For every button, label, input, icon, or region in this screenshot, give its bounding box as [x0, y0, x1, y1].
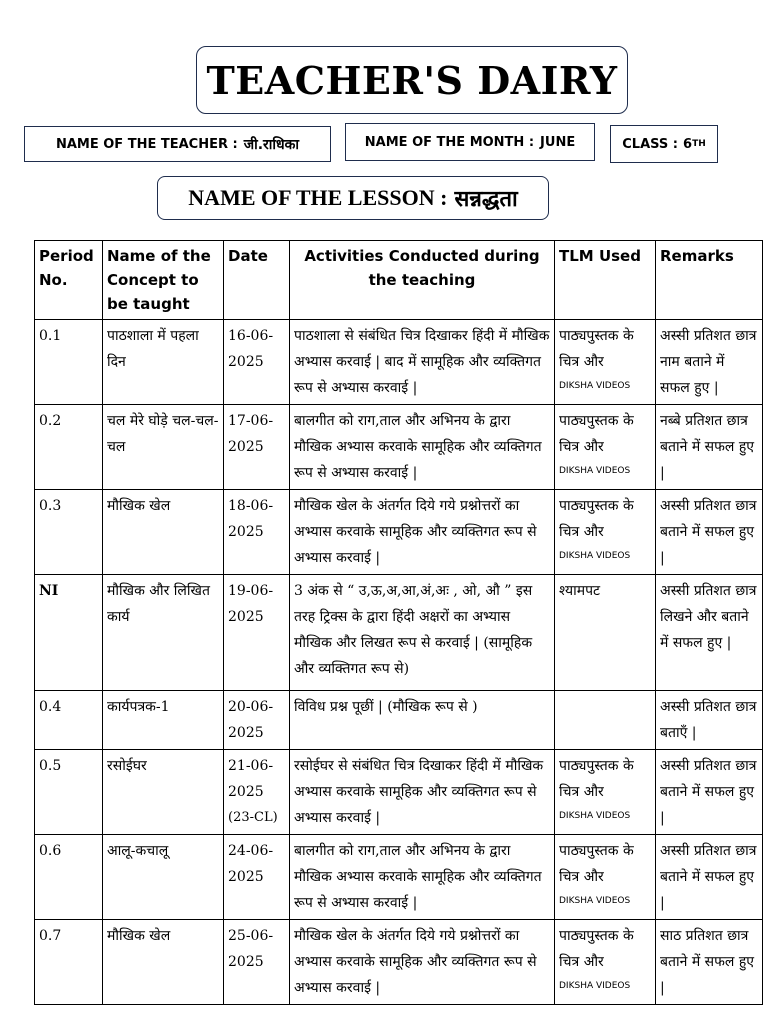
- month-box: [345, 123, 595, 161]
- header-date: Date: [224, 241, 290, 320]
- concept-cell: मौखिक खेल: [103, 920, 224, 1005]
- date-value: 18-06-2025: [228, 498, 274, 540]
- header-period: Period No.: [35, 241, 103, 320]
- tlm-text: पाठ्यपुस्तक के चित्र और: [559, 928, 634, 970]
- remarks-cell: साठ प्रतिशत छात्र बताने में सफल हुए |: [656, 920, 763, 1005]
- activity-cell: रसोईघर से संबंधित चित्र दिखाकर हिंदी में मौखिक अभ्यास करवाके सामूहिक और व्यक्तिगत रूप से अभ्यास करवाई |: [290, 750, 555, 835]
- period-cell: 0.1: [35, 320, 103, 405]
- concept-cell: मौखिक खेल: [103, 490, 224, 575]
- date-value: 20-06-2025: [228, 699, 274, 741]
- date-cell: [224, 691, 290, 750]
- table-row: [35, 920, 763, 1005]
- tlm-extra: DIKSHA VIDEOS: [559, 381, 631, 391]
- tlm-extra: DIKSHA VIDEOS: [559, 811, 631, 821]
- date-cell: [224, 320, 290, 405]
- teacher-label: NAME OF THE TEACHER :: [55, 136, 238, 152]
- period-cell: 0.6: [35, 835, 103, 920]
- remarks-cell: अस्सी प्रतिशत छात्र बताएँ |: [656, 691, 763, 750]
- table-row: [35, 575, 763, 691]
- date-cell: [224, 405, 290, 490]
- table-header-row: [35, 241, 763, 320]
- date-value: 24-06-2025: [228, 843, 274, 885]
- period-cell: 0.3: [35, 490, 103, 575]
- date-cell: [224, 575, 290, 691]
- month-value: JUNE: [540, 134, 576, 150]
- class-label: CLASS :: [622, 136, 679, 152]
- date-value: 16-06-2025: [228, 328, 274, 370]
- date-value: 21-06-2025: [228, 758, 274, 800]
- page-title: TEACHER'S DAIRY: [206, 57, 618, 103]
- tlm-extra: DIKSHA VIDEOS: [559, 896, 631, 906]
- activity-cell: पाठशाला से संबंधित चित्र दिखाकर हिंदी में मौखिक अभ्यास करवाई | बाद में सामूहिक और व्यक्तिगत रूप से अभ्यास करवाई |: [290, 320, 555, 405]
- table-row: [35, 691, 763, 750]
- diary-table: [34, 240, 763, 1005]
- table-row: [35, 405, 763, 490]
- tlm-cell: [555, 750, 656, 835]
- remarks-cell: अस्सी प्रतिशत छात्र बताने में सफल हुए |: [656, 835, 763, 920]
- concept-cell: चल मेरे घोड़े चल-चल-चल: [103, 405, 224, 490]
- period-cell: NI: [35, 575, 103, 691]
- concept-cell: कार्यपत्रक-1: [103, 691, 224, 750]
- teacher-name: जी.राधिका: [243, 136, 300, 153]
- tlm-text: पाठ्यपुस्तक के चित्र और: [559, 758, 634, 800]
- activity-cell: बालगीत को राग,ताल और अभिनय के द्वारा मौखिक अभ्यास करवाके सामूहिक और व्यक्तिगत रूप से अभ्यास करवाई |: [290, 835, 555, 920]
- tlm-extra: DIKSHA VIDEOS: [559, 981, 631, 991]
- tlm-text: पाठ्यपुस्तक के चित्र और: [559, 498, 634, 540]
- class-suffix: TH: [692, 139, 706, 149]
- period-cell: 0.7: [35, 920, 103, 1005]
- tlm-cell: [555, 920, 656, 1005]
- class-value: 6: [683, 136, 693, 152]
- remarks-cell: नब्बे प्रतिशत छात्र बताने में सफल हुए |: [656, 405, 763, 490]
- lesson-value: सन्नद्धता: [454, 186, 518, 211]
- header-remarks: Remarks: [656, 241, 763, 320]
- table-row: [35, 490, 763, 575]
- date-value: 25-06-2025: [228, 928, 274, 970]
- teacher-name-box: [24, 126, 331, 162]
- concept-cell: आलू-कचालू: [103, 835, 224, 920]
- activity-cell: मौखिक खेल के अंतर्गत दिये गये प्रश्नोत्तरों का अभ्यास करवाके सामूहिक और व्यक्तिगत रूप से अभ्यास करवाई |: [290, 920, 555, 1005]
- header-activities: Activities Conducted during the teaching: [290, 241, 555, 320]
- class-box: [610, 125, 718, 163]
- tlm-extra: DIKSHA VIDEOS: [559, 551, 631, 561]
- tlm-cell: [555, 691, 656, 750]
- table-row: [35, 750, 763, 835]
- period-cell: 0.4: [35, 691, 103, 750]
- tlm-cell: [555, 490, 656, 575]
- remarks-cell: अस्सी प्रतिशत छात्र बताने में सफल हुए |: [656, 490, 763, 575]
- concept-cell: पाठशाला में पहला दिन: [103, 320, 224, 405]
- tlm-cell: [555, 835, 656, 920]
- header-concept: Name of the Concept to be taught: [103, 241, 224, 320]
- activity-cell: बालगीत को राग,ताल और अभिनय के द्वारा मौखिक अभ्यास करवाके सामूहिक और व्यक्तिगत रूप से अभ्यास करवाई |: [290, 405, 555, 490]
- remarks-cell: अस्सी प्रतिशत छात्र बताने में सफल हुए |: [656, 750, 763, 835]
- month-label: NAME OF THE MONTH :: [364, 134, 535, 150]
- date-cell: [224, 835, 290, 920]
- tlm-text: पाठ्यपुस्तक के चित्र और: [559, 843, 634, 885]
- lesson-label: NAME OF THE LESSON :: [188, 185, 448, 210]
- concept-cell: मौखिक और लिखित कार्य: [103, 575, 224, 691]
- tlm-extra: DIKSHA VIDEOS: [559, 466, 631, 476]
- tlm-cell: [555, 405, 656, 490]
- remarks-cell: अस्सी प्रतिशत छात्र लिखने और बताने में सफल हुए |: [656, 575, 763, 691]
- activity-cell: मौखिक खेल के अंतर्गत दिये गये प्रश्नोत्तरों का अभ्यास करवाके सामूहिक और व्यक्तिगत रूप से अभ्यास करवाई |: [290, 490, 555, 575]
- date-value: 19-06-2025: [228, 583, 274, 625]
- table-row: [35, 835, 763, 920]
- header-tlm: TLM Used: [555, 241, 656, 320]
- tlm-text: पाठ्यपुस्तक के चित्र और: [559, 413, 634, 455]
- activity-cell: 3 अंक से “ उ,ऊ,अ,आ,अं,अः , ओ, औ ” इस तरह ट्रिक्स के द्वारा हिंदी अक्षरों का अभ्यास मौखिक और लिखत रूप से करवाई | (सामूहिक और व्यक्तिगत रूप से): [290, 575, 555, 691]
- remarks-cell: अस्सी प्रतिशत छात्र नाम बताने में सफल हुए |: [656, 320, 763, 405]
- period-cell: 0.5: [35, 750, 103, 835]
- date-cell: [224, 750, 290, 835]
- table-row: [35, 320, 763, 405]
- period-cell: 0.2: [35, 405, 103, 490]
- lesson-box: [157, 176, 549, 220]
- date-cell: [224, 920, 290, 1005]
- activity-cell: विविध प्रश्न पूछीं | (मौखिक रूप से ): [290, 691, 555, 750]
- concept-cell: रसोईघर: [103, 750, 224, 835]
- date-cell: [224, 490, 290, 575]
- tlm-cell: [555, 575, 656, 691]
- title-box: [196, 46, 628, 114]
- date-value: 17-06-2025: [228, 413, 274, 455]
- tlm-cell: [555, 320, 656, 405]
- tlm-text: पाठ्यपुस्तक के चित्र और: [559, 328, 634, 370]
- tlm-text: श्यामपट: [559, 583, 601, 599]
- date-note: (23-CL): [228, 810, 278, 825]
